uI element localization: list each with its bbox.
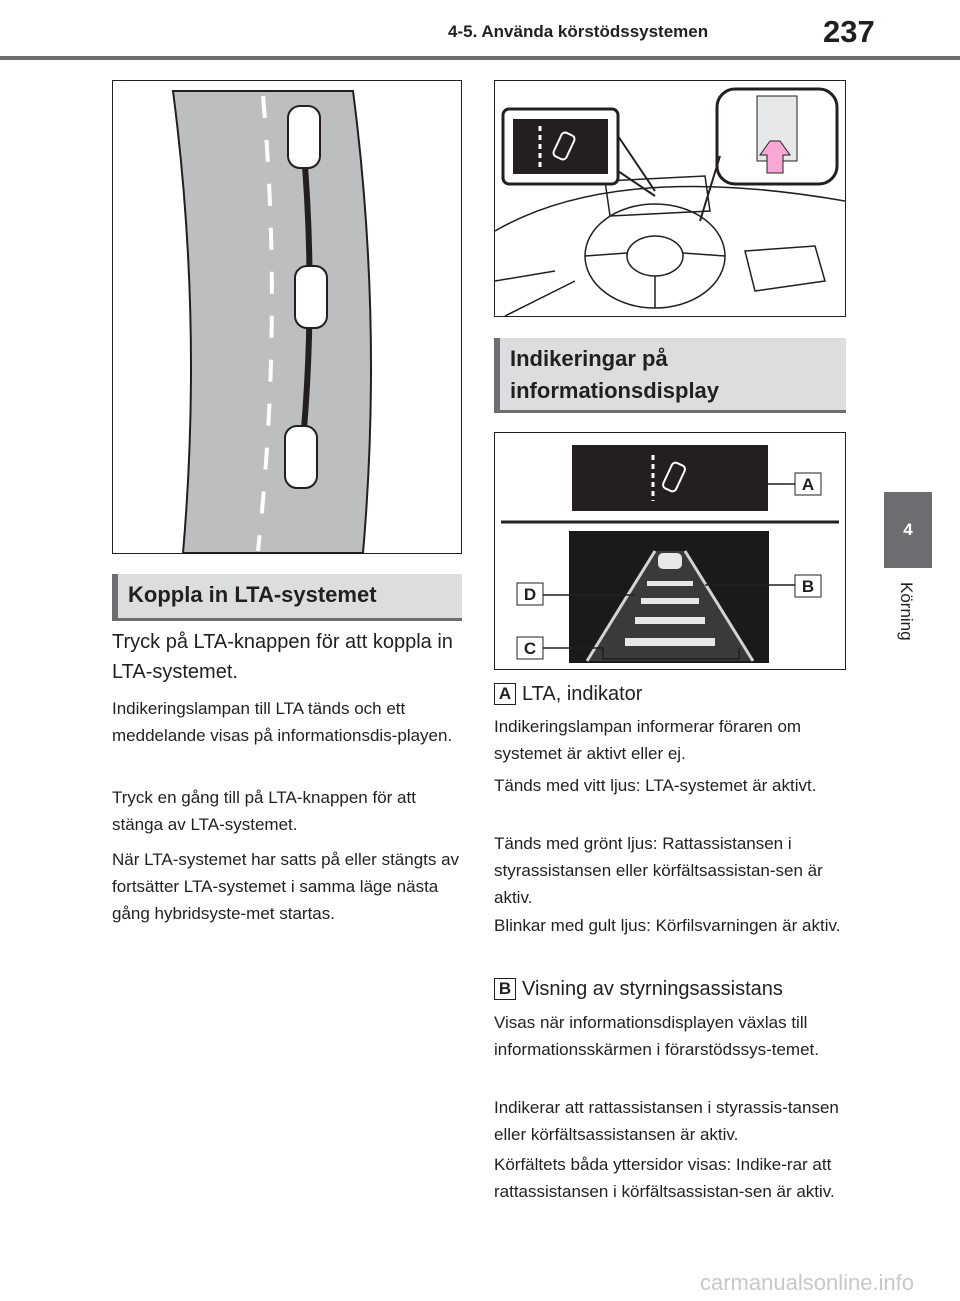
item-a-letter: A xyxy=(494,683,516,705)
chapter-number: 4 xyxy=(903,520,913,539)
body-paragraph: Indikeringslampan informerar föraren om systemet är aktivt eller ej. xyxy=(494,717,802,763)
body-paragraph: Körfältets båda yttersidor visas: Indike-rar att rattassistansen i körfältsassistan-sen är aktiv. xyxy=(494,1155,835,1201)
body-paragraph: Blinkar med gult ljus: Körfilsvarningen är aktiv. xyxy=(494,916,841,935)
item-a-title: LTA, indikator xyxy=(522,683,643,705)
item-a-heading xyxy=(494,680,846,708)
instruction-lead: Tryck på LTA-knappen för att koppla in LTA-systemet. xyxy=(112,631,453,683)
body-paragraph: Indikerar att rattassistansen i styrassis-tansen eller körfältsassistansen är aktiv. xyxy=(494,1098,839,1144)
callout-d: D xyxy=(523,585,537,604)
chapter-tab[interactable] xyxy=(884,492,932,568)
section-title: 4-5. Använda körstödssystemen xyxy=(448,22,709,41)
information-display-illustration xyxy=(494,432,846,670)
page-number: 237 xyxy=(823,14,875,49)
body-paragraph: När LTA-systemet har satts på eller stängts av fortsätter LTA-systemet i samma läge nästa gång hybridsyste-met startas. xyxy=(112,850,460,923)
callout-b: B xyxy=(801,577,815,596)
dashboard-illustration xyxy=(494,80,846,317)
callout-c: C xyxy=(523,639,537,658)
item-b-heading xyxy=(494,975,846,1003)
header-rule xyxy=(0,56,960,60)
body-paragraph: Visas när informationsdisplayen växlas till informationsskärmen i förarstödssys-temet. xyxy=(494,1013,819,1059)
watermark: carmanualsonline.info xyxy=(700,1270,915,1295)
body-paragraph: Tänds med grönt ljus: Rattassistansen i styrassistansen eller körfältsassistan-sen är aktiv. xyxy=(494,834,823,907)
section-heading-indicators: Indikeringar på informationsdisplay xyxy=(494,338,846,410)
body-paragraph: Tänds med vitt ljus: LTA-systemet är aktivt. xyxy=(494,776,817,795)
chapter-label: Körning xyxy=(897,582,916,641)
item-b-letter: B xyxy=(494,978,516,1000)
item-b-title: Visning av styrningsassistans xyxy=(522,978,783,1000)
body-paragraph: Tryck en gång till på LTA-knappen för att stänga av LTA-systemet. xyxy=(112,788,416,834)
lane-tracing-illustration xyxy=(112,80,462,554)
body-paragraph: Indikeringslampan till LTA tänds och ett meddelande visas på informationsdis-playen. xyxy=(112,699,453,745)
section-heading-activate: Koppla in LTA-systemet xyxy=(112,574,462,618)
callout-a: A xyxy=(801,475,815,494)
